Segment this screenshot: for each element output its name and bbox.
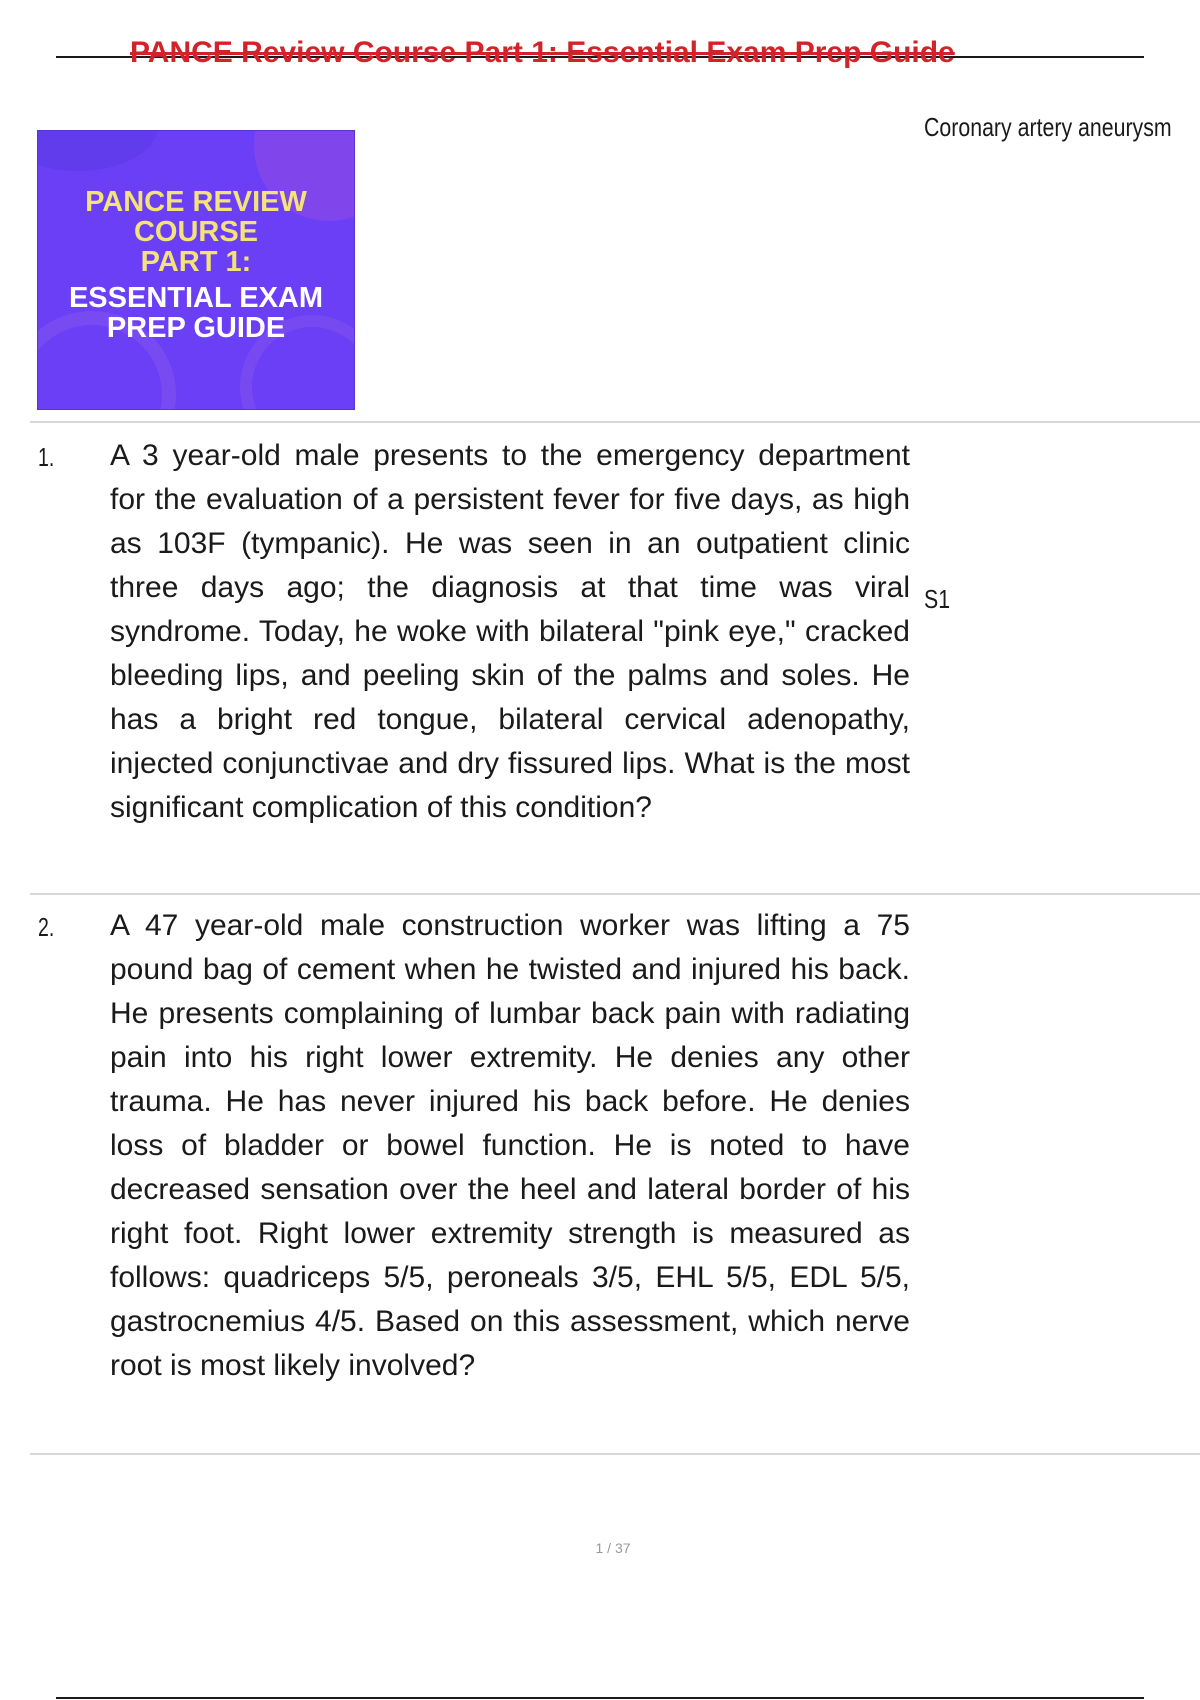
- question-text: A 47 year-old male construction worker was lifting a 75 pound bag of cement when he twisted and injured his back. He presents complaining of lumbar back pain with radiating pain into his right lower extremity. He denies any other trauma. He has never injured his back before. He denies loss of bladder or bowel function. He is noted to have decreased sensation over the heel and lateral border of his right foot. Right lower extremity strength is measured as follows: quadriceps 5/5, peroneals 3/5, EHL 5/5, EDL 5/5, gastrocnemius 4/5. Based on this assessment, which nerve root is most likely involved?: [110, 909, 910, 1382]
- cover-line: PANCE REVIEW: [85, 186, 307, 218]
- question-text: A 3 year-old male presents to the emergency department for the evaluation of a persistent fever for five days, as high as 103F (tympanic). He was seen in an outpatient clinic three days ago; the diagnosis at that time was viral syndrome. Today, he woke with bilateral "pink eye," cracked bleeding lips, and peeling skin of the palms and soles. He has a bright red tongue, bilateral cervical adenopathy, injected conjunctivae and dry fissured lips. What is the most significant complication of this condition?: [110, 439, 910, 824]
- cover-subheading: [38, 283, 354, 343]
- cover-heading: [38, 187, 354, 277]
- cover-image: [37, 130, 355, 410]
- bottom-rule: [56, 1697, 1144, 1699]
- cover-line: COURSE: [133, 216, 259, 248]
- divider: [30, 1453, 1200, 1455]
- divider: [30, 893, 1200, 895]
- cover-line: PREP GUIDE: [106, 312, 286, 344]
- cover-line: PART 1:: [140, 246, 252, 278]
- document-title: PANCE Review Course Part 1: Essential Exam Prep Guide: [130, 36, 955, 69]
- cover-decoration: [37, 130, 158, 171]
- divider: [30, 421, 1200, 423]
- answer-2: S1: [924, 584, 951, 614]
- question-number: 1.: [38, 442, 55, 472]
- page-indicator: 1 / 37: [595, 1540, 631, 1556]
- answer-1: Coronary artery aneurysm: [924, 112, 1172, 142]
- question-number: 2.: [38, 912, 55, 942]
- cover-line: ESSENTIAL EXAM: [68, 282, 324, 314]
